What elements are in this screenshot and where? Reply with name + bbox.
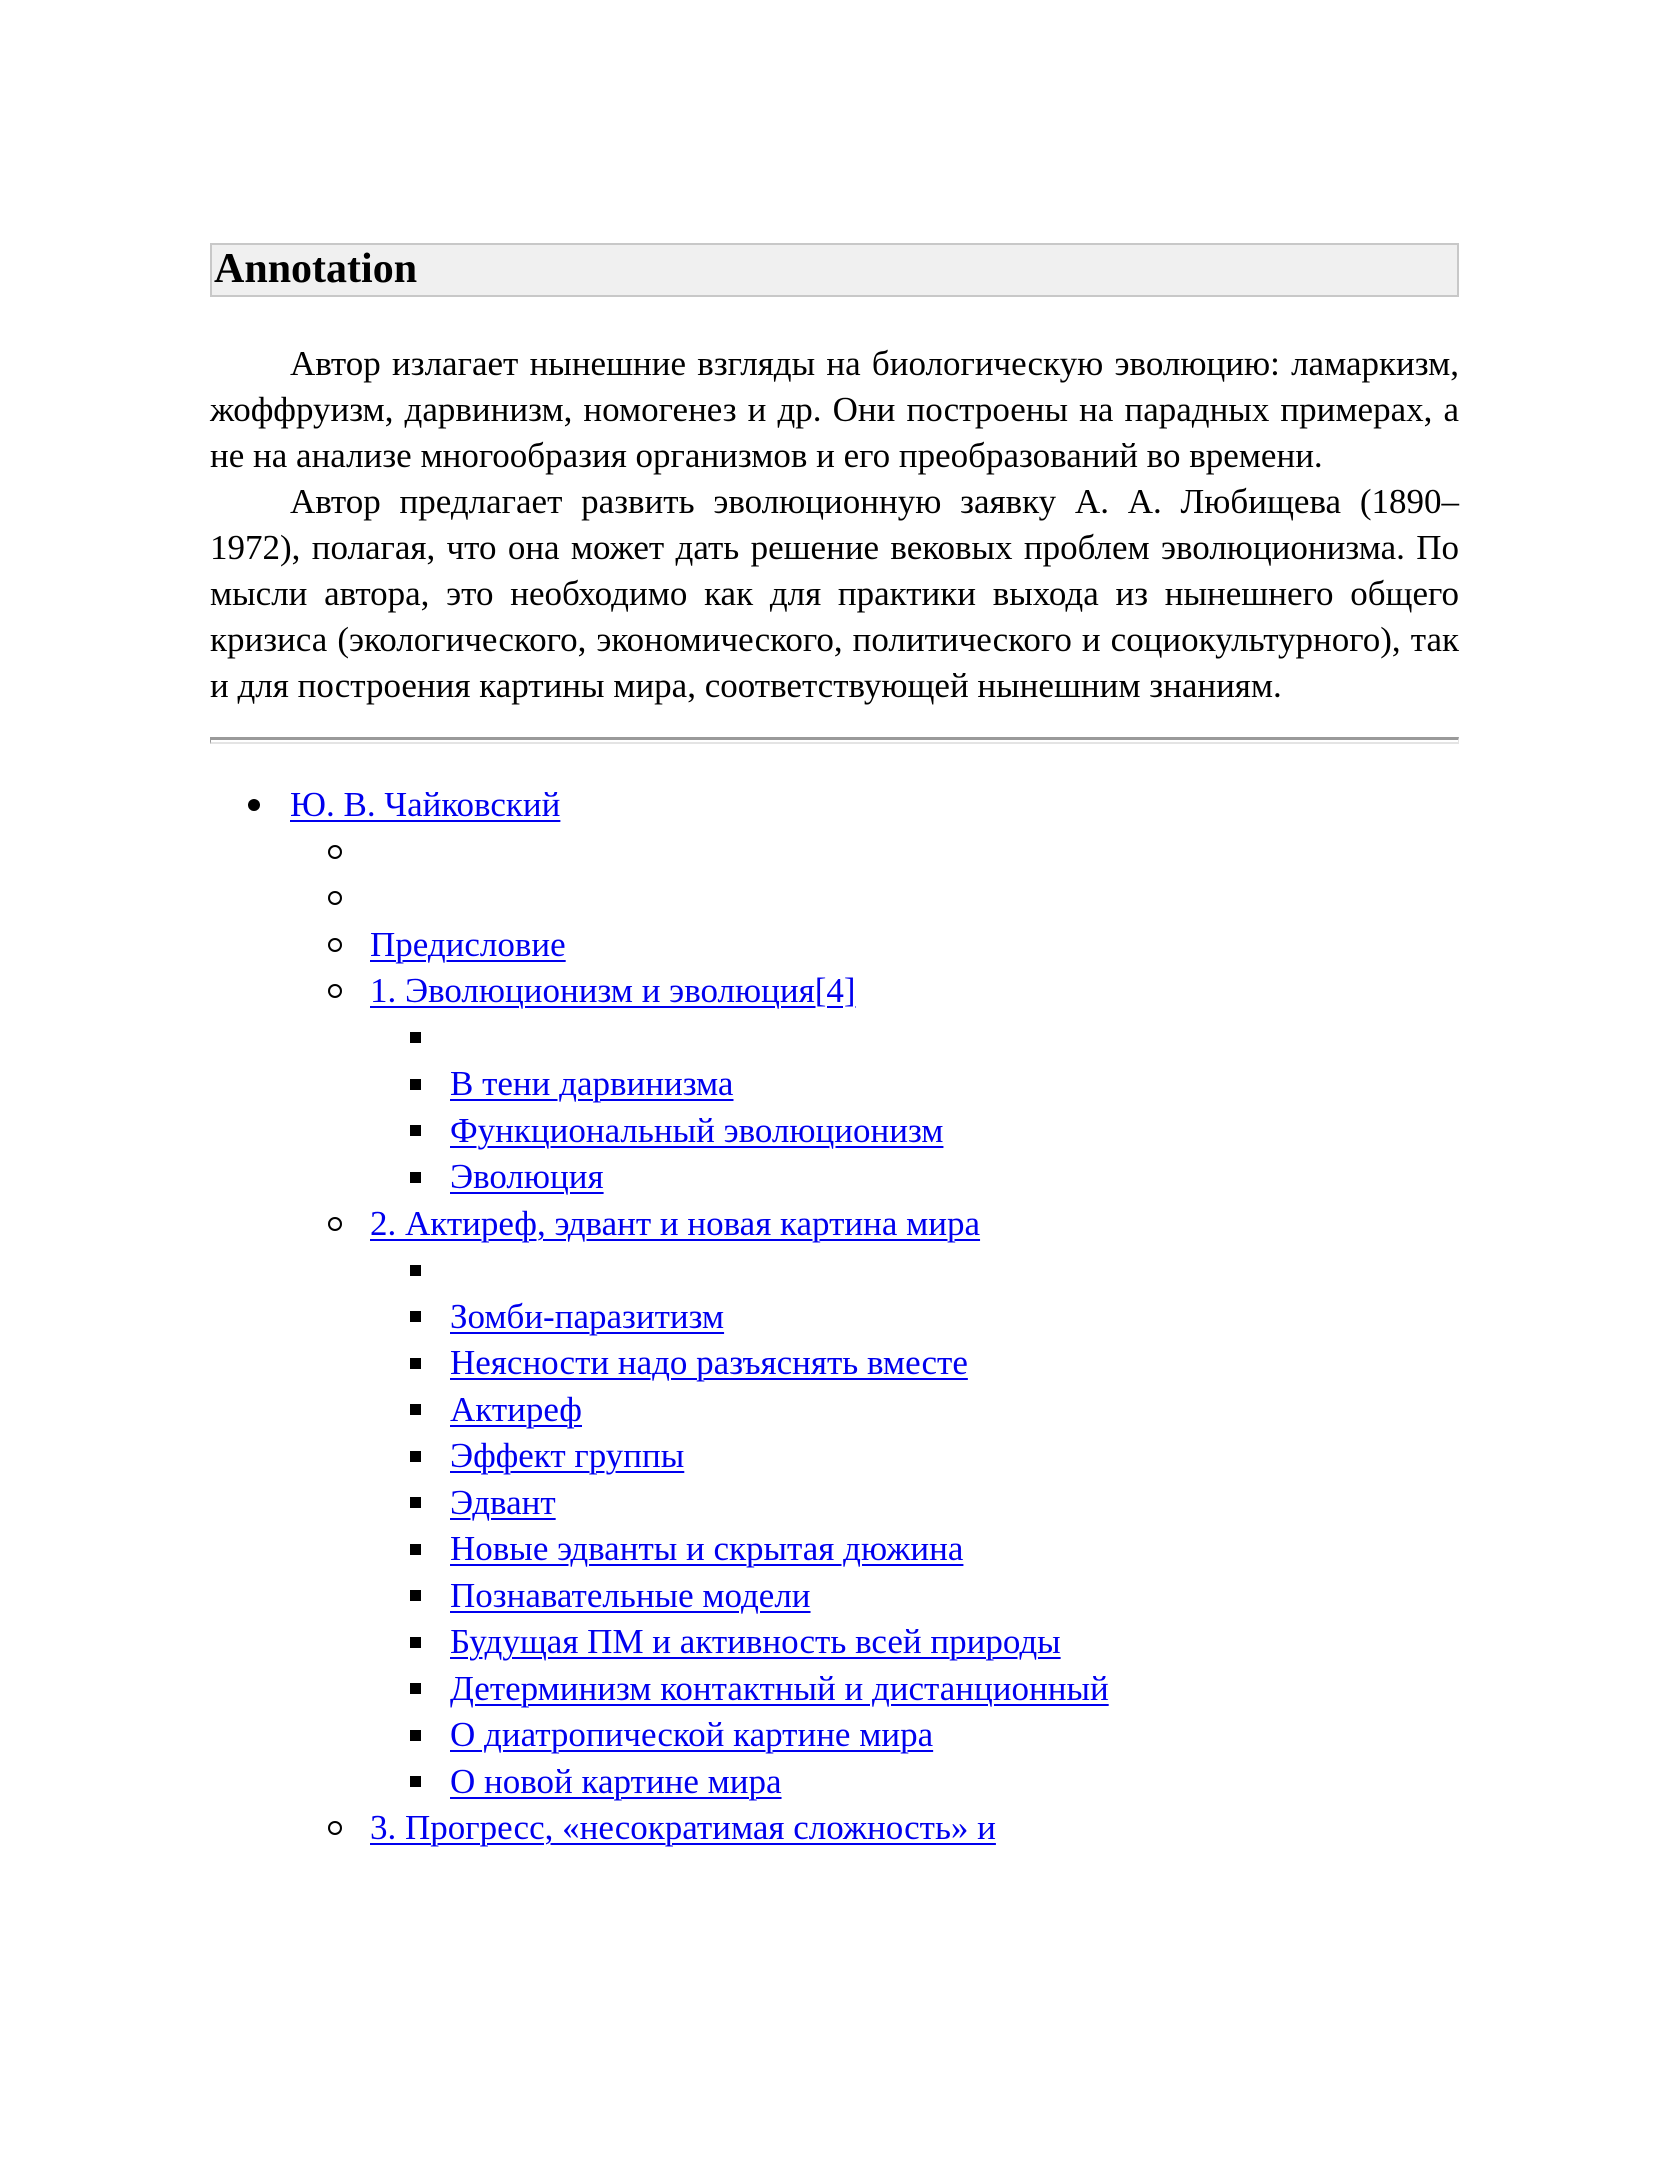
toc-item xyxy=(290,875,1459,922)
annotation-paragraph: Автор излагает нынешние взгляды на биологическую эволюцию: ламаркизм, жоффруизм, дарвинизм, номогенез и др. Они построены на парадных примерах, а не на анализе многообразия организмов и его преобразований во времени. xyxy=(210,344,1459,475)
circle-bullet-icon xyxy=(328,875,342,922)
square-bullet-icon xyxy=(410,1712,421,1759)
toc-level2-list xyxy=(290,829,1459,1852)
document-page xyxy=(210,243,1459,1852)
toc-link-author[interactable]: Ю. В. Чайковский xyxy=(290,785,561,824)
square-bullet-icon xyxy=(410,1433,421,1480)
square-bullet-icon xyxy=(410,1340,421,1387)
toc-section-link[interactable]: Функциональный эволюционизм xyxy=(450,1110,944,1150)
disc-bullet-icon xyxy=(248,782,260,829)
circle-bullet-icon xyxy=(328,922,342,969)
circle-bullet-icon xyxy=(328,1805,342,1852)
toc-subitem xyxy=(370,1619,1459,1666)
toc-chapter-link[interactable]: Предисловие xyxy=(370,924,566,964)
toc-section-link[interactable]: Эволюция xyxy=(450,1157,604,1196)
toc-chapter-link[interactable]: 2. Актиреф, эдвант и новая картина мира xyxy=(370,1203,981,1243)
toc-subitem xyxy=(370,1340,1459,1387)
annotation-paragraph: Автор предлагает развить эволюционную заявку А. А. Любищева (1890–1972), полагая, что она может дать решение вековых проблем эволюционизма. По мысли автора, это необходимо как для практики выхода из нынешнего общего кризиса (экологического, экономического, политического и социокультурного), так и для построения картины мира, соответствующей нынешним знаниям. xyxy=(210,482,1459,705)
toc-item xyxy=(290,968,1459,1201)
toc-subitem xyxy=(370,1387,1459,1434)
circle-bullet-icon xyxy=(328,1201,342,1248)
horizontal-divider xyxy=(210,737,1459,744)
toc-subitem xyxy=(370,1154,1459,1201)
toc-subitem xyxy=(370,1712,1459,1759)
square-bullet-icon xyxy=(410,1573,421,1620)
toc-subitem xyxy=(370,1666,1459,1713)
toc-subitem xyxy=(370,1108,1459,1155)
toc-section-link[interactable]: О новой картине мира xyxy=(450,1761,782,1801)
square-bullet-icon xyxy=(410,1108,421,1155)
toc-item-author xyxy=(210,782,1459,1852)
toc-subitem xyxy=(370,1759,1459,1806)
toc-section-link[interactable]: Зомби-паразитизм xyxy=(450,1296,725,1336)
annotation-body xyxy=(210,341,1459,709)
toc-subitem xyxy=(370,1480,1459,1527)
square-bullet-icon xyxy=(410,1759,421,1806)
square-bullet-icon xyxy=(410,1387,421,1434)
toc-subitem xyxy=(370,1526,1459,1573)
toc-item xyxy=(290,829,1459,876)
toc-section-link[interactable]: О диатропической картине мира xyxy=(450,1715,934,1754)
toc-section-link[interactable]: Новые эдванты и скрытая дюжина xyxy=(450,1529,964,1568)
toc-section-link[interactable]: Неясности надо разъяснять вместе xyxy=(450,1343,968,1382)
square-bullet-icon xyxy=(410,1294,421,1341)
toc-item xyxy=(290,1201,1459,1806)
toc-level1-list xyxy=(210,782,1459,1852)
circle-bullet-icon xyxy=(328,968,342,1015)
toc-section-link[interactable]: Будущая ПМ и активность всей природы xyxy=(450,1622,1061,1661)
toc-subitem xyxy=(370,1294,1459,1341)
toc-subitem xyxy=(370,1433,1459,1480)
toc-section-link[interactable]: Эффект группы xyxy=(450,1436,685,1475)
toc-section-link[interactable]: В тени дарвинизма xyxy=(450,1064,734,1103)
toc-item xyxy=(290,922,1459,969)
square-bullet-icon xyxy=(410,1480,421,1527)
toc-level3-list xyxy=(370,1015,1459,1201)
square-bullet-icon xyxy=(410,1526,421,1573)
toc-section-link[interactable]: Детерминизм контактный и дистанционный xyxy=(450,1668,1109,1708)
square-bullet-icon xyxy=(410,1154,421,1201)
toc-subitem xyxy=(370,1015,1459,1062)
toc-section-link[interactable]: Эдвант xyxy=(450,1482,556,1522)
toc-subitem xyxy=(370,1247,1459,1294)
square-bullet-icon xyxy=(410,1015,421,1062)
square-bullet-icon xyxy=(410,1061,421,1108)
square-bullet-icon xyxy=(410,1619,421,1666)
table-of-contents xyxy=(210,782,1459,1852)
square-bullet-icon xyxy=(410,1247,421,1294)
toc-subitem xyxy=(370,1061,1459,1108)
toc-level3-list xyxy=(370,1247,1459,1805)
annotation-heading: Annotation xyxy=(210,243,1459,297)
toc-item xyxy=(290,1805,1459,1852)
circle-bullet-icon xyxy=(328,829,342,876)
square-bullet-icon xyxy=(410,1666,421,1713)
toc-section-link[interactable]: Актиреф xyxy=(450,1389,582,1429)
toc-section-link[interactable]: Познавательные модели xyxy=(450,1575,811,1615)
toc-subitem xyxy=(370,1573,1459,1620)
toc-chapter-link[interactable]: 1. Эволюционизм и эволюция[4] xyxy=(370,971,856,1010)
toc-chapter-link[interactable]: 3. Прогресс, «несократимая сложность» и xyxy=(370,1808,996,1847)
